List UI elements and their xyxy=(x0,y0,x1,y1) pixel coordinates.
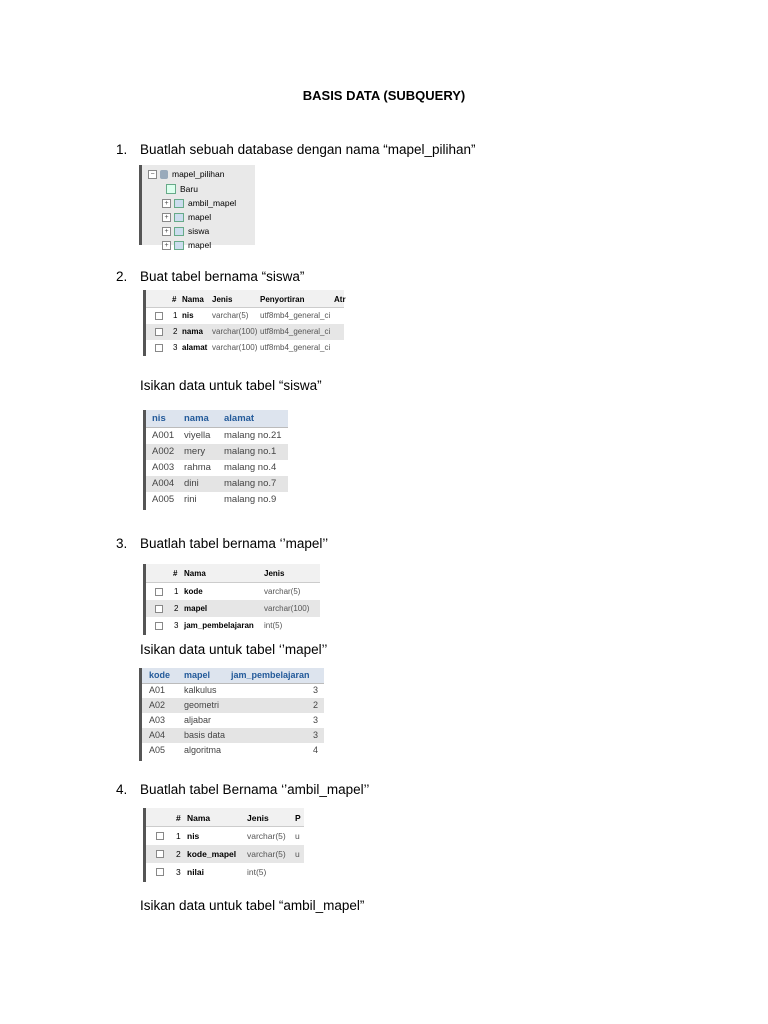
database-tree-screenshot xyxy=(139,165,255,250)
table-row: A05 algoritma 4 xyxy=(149,745,319,755)
new-table-icon xyxy=(166,184,176,194)
table-header: # Nama Jenis Penyortiran Atr xyxy=(146,290,344,308)
tree-item: + siswa xyxy=(162,226,209,236)
ambil-mapel-structure-screenshot xyxy=(143,808,304,882)
step-text: Buatlah tabel Bernama ‘’ambil_mapel’’ xyxy=(140,782,370,797)
row-checkbox xyxy=(156,868,164,876)
table-header: kode mapel jam_pembelajaran xyxy=(142,668,324,684)
row-checkbox xyxy=(155,328,163,336)
table-row: 1 nis varchar(5) utf8mb4_general_ci xyxy=(146,308,344,324)
collapse-icon: − xyxy=(148,170,157,179)
table-icon xyxy=(174,241,184,250)
table-row: 2 mapel varchar(100) xyxy=(146,600,320,617)
table-row: 1 kode varchar(5) xyxy=(146,583,320,600)
fill-mapel-text: Isikan data untuk tabel ‘’mapel’’ xyxy=(140,642,328,657)
table-row: A003 rahma malang no.4 xyxy=(152,462,277,473)
tree-root: − mapel_pilihan xyxy=(148,169,224,179)
step-number: 1. xyxy=(116,142,128,157)
table-row: A01 kalkulus 3 xyxy=(149,685,319,695)
step-4 xyxy=(116,782,369,797)
table-row: 3 alamat varchar(100) utf8mb4_general_ci xyxy=(146,340,344,356)
fill-ambil-mapel-text: Isikan data untuk tabel “ambil_mapel” xyxy=(140,898,365,913)
tree-item: + ambil_mapel xyxy=(162,198,236,208)
table-header: # Nama Jenis P xyxy=(146,808,304,827)
tree-item: + mapel xyxy=(162,212,211,222)
step-number: 3. xyxy=(116,536,128,551)
expand-icon: + xyxy=(162,199,171,208)
step-text: Buat tabel bernama “siswa” xyxy=(140,269,305,284)
step-number: 2. xyxy=(116,269,128,284)
table-icon xyxy=(174,227,184,236)
table-header: # Nama Jenis xyxy=(146,564,320,583)
table-row: 2 kode_mapel varchar(5) u xyxy=(146,845,304,863)
row-checkbox xyxy=(155,622,163,630)
row-checkbox xyxy=(156,832,164,840)
table-row: A004 dini malang no.7 xyxy=(146,476,288,492)
siswa-data-screenshot xyxy=(143,410,288,510)
row-checkbox xyxy=(155,344,163,352)
page-title: BASIS DATA (SUBQUERY) xyxy=(302,88,466,103)
table-icon xyxy=(174,213,184,222)
mapel-data-screenshot xyxy=(139,668,324,761)
table-row: A005 rini malang no.9 xyxy=(152,494,277,505)
table-row: A002 mery malang no.1 xyxy=(146,444,288,460)
database-icon xyxy=(160,170,168,179)
table-row: 2 nama varchar(100) utf8mb4_general_ci xyxy=(146,324,344,340)
table-row: A04 basis data 3 xyxy=(142,728,324,743)
step-3 xyxy=(116,536,328,551)
row-checkbox xyxy=(156,850,164,858)
expand-icon: + xyxy=(162,213,171,222)
step-text: Buatlah tabel bernama ‘’mapel’’ xyxy=(140,536,329,551)
step-number: 4. xyxy=(116,782,128,797)
table-row: 3 jam_pembelajaran int(5) xyxy=(146,617,320,634)
fill-siswa-text: Isikan data untuk tabel “siswa” xyxy=(140,378,322,393)
siswa-structure-screenshot xyxy=(143,290,344,356)
row-checkbox xyxy=(155,605,163,613)
step-1 xyxy=(116,142,476,157)
table-header: nis nama alamat xyxy=(146,410,288,428)
tree-item: + mapel xyxy=(162,240,211,250)
table-row: A03 aljabar 3 xyxy=(149,715,319,725)
expand-icon: + xyxy=(162,227,171,236)
table-row: A02 geometri 2 xyxy=(142,698,324,713)
expand-icon: + xyxy=(162,241,171,250)
table-row: 3 nilai int(5) xyxy=(146,863,304,881)
table-row: 1 nis varchar(5) u xyxy=(146,827,304,845)
row-checkbox xyxy=(155,588,163,596)
tree-item: Baru xyxy=(166,184,198,194)
table-icon xyxy=(174,199,184,208)
row-checkbox xyxy=(155,312,163,320)
mapel-structure-screenshot xyxy=(143,564,320,635)
table-row: A001 viyella malang no.21 xyxy=(152,430,282,441)
step-2 xyxy=(116,269,304,284)
step-text: Buatlah sebuah database dengan nama “mapel_pilihan” xyxy=(140,142,476,157)
